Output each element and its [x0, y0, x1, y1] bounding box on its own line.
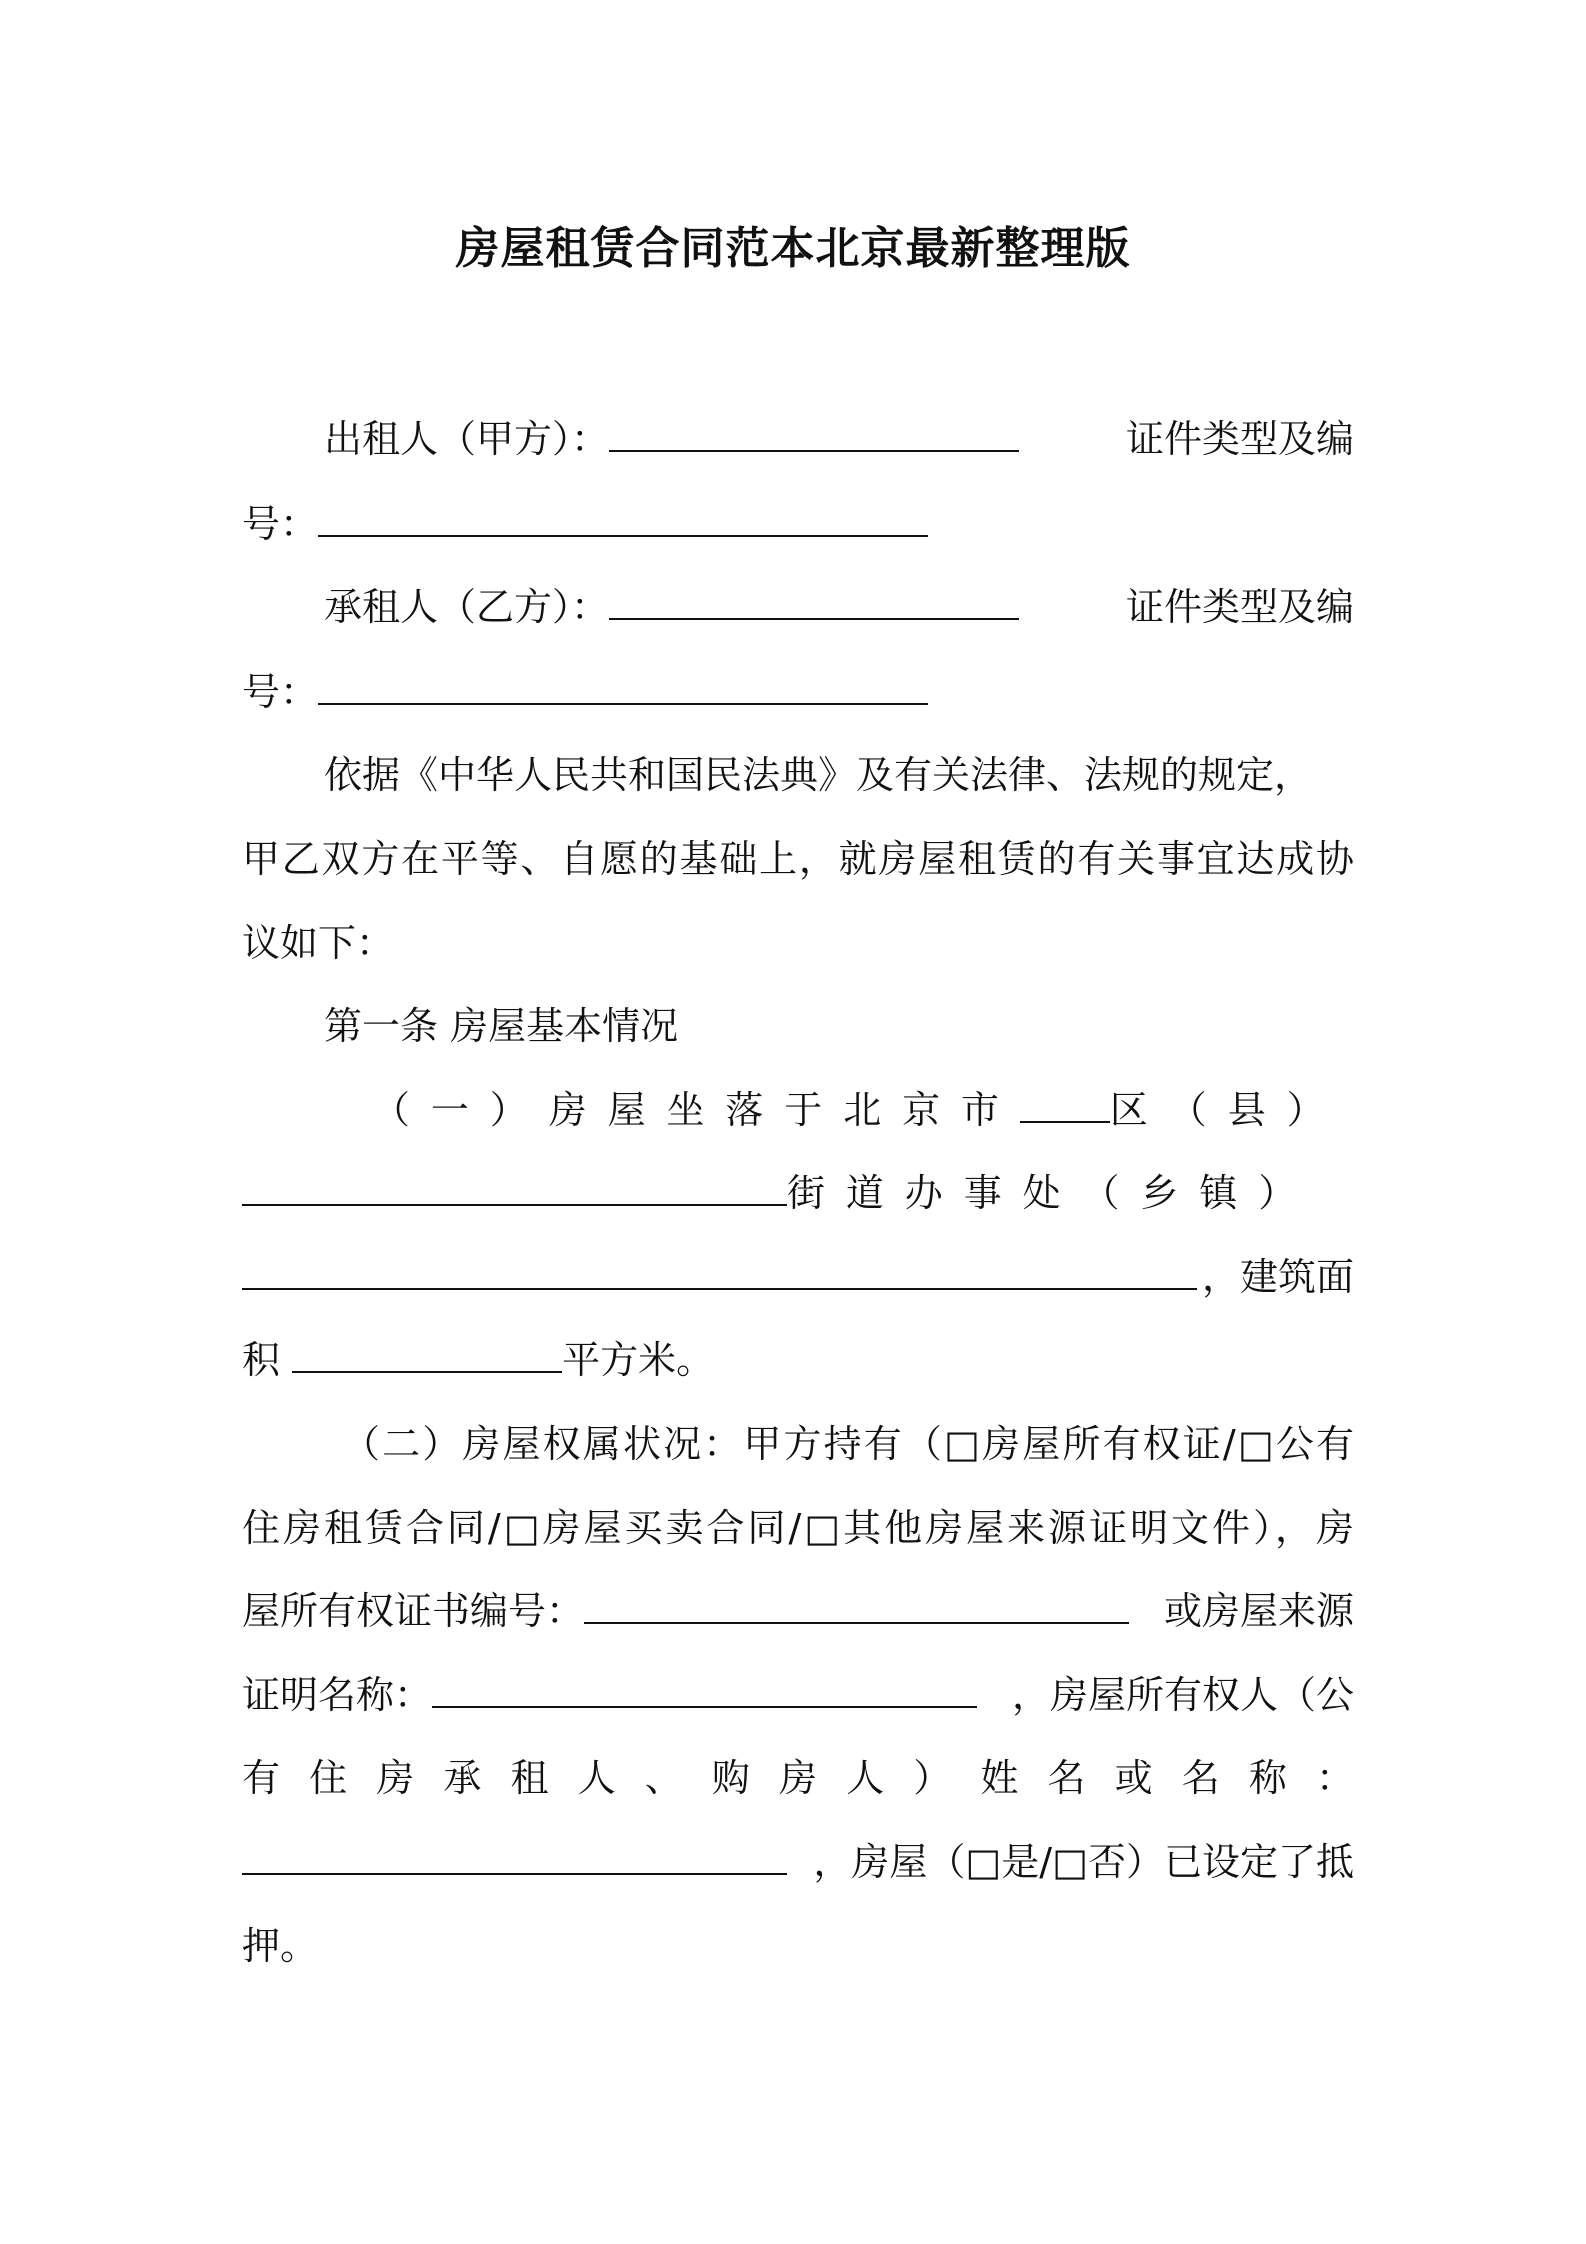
lessor-name-blank[interactable]: [609, 420, 1019, 452]
lessee-id-blank[interactable]: [318, 673, 928, 705]
basis-line-1: 依据《中华人民共和国民法典》及有关法律、法规的规定，: [324, 753, 1313, 797]
source-label: 或房屋来源: [1163, 1589, 1354, 1633]
document-title: 房屋租赁合同范本北京最新整理版: [455, 223, 1131, 274]
item-2-line-5: 有住房承租人、购房人）姓名或名称：: [242, 1756, 1354, 1800]
lessor-id-blank[interactable]: [318, 505, 928, 537]
owner-label: ，房屋所有权人（公: [1011, 1673, 1354, 1717]
lessor-id-label: 证件类型及编: [1125, 417, 1354, 461]
street-blank[interactable]: [242, 1174, 787, 1206]
proof-name-blank[interactable]: [432, 1676, 977, 1708]
lessee-name-blank[interactable]: [609, 588, 1019, 620]
item-1-unit: 平方米。: [562, 1338, 715, 1382]
district-blank[interactable]: [1020, 1091, 1110, 1123]
owner-name-blank[interactable]: [242, 1843, 787, 1875]
basis-line-3: 议如下：: [242, 921, 395, 965]
lessor-line: [324, 409, 1354, 469]
lessor-id-line: [242, 494, 1354, 554]
lessor-label: 出租人（甲方）：: [324, 417, 610, 461]
item-1-location-label: （一）房屋坐落于北京市: [372, 1088, 1020, 1132]
item-2-line-4: [242, 1665, 1354, 1725]
item-1-line-2: [242, 1163, 1354, 1223]
item-1-street-label: 街道办事处（乡镇）: [787, 1171, 1318, 1215]
item-1-district-label: 区（县）: [1109, 1088, 1346, 1132]
item-2-line-3: [242, 1581, 1354, 1641]
item-2-line-1: （二）房屋权属状况：甲方持有（□房屋所有权证/□公有: [342, 1422, 1354, 1466]
lessee-id-line: [242, 662, 1354, 722]
lessee-id-label: 证件类型及编: [1125, 585, 1354, 629]
item-2-line-6: [242, 1832, 1354, 1892]
lessor-id-cont: 号：: [242, 502, 319, 546]
basis-line-2: 甲乙双方在平等、自愿的基础上，就房屋租赁的有关事宜达成协: [242, 837, 1354, 881]
item-2-line-2: 住房租赁合同/□房屋买卖合同/□其他房屋来源证明文件），房: [242, 1506, 1354, 1550]
item-2-line-7: 押。: [242, 1924, 319, 1968]
area-blank[interactable]: [292, 1341, 562, 1373]
item-1-area-cont: 积: [242, 1338, 281, 1382]
mortgage-label: ，房屋（□是/□否）已设定了抵: [813, 1840, 1354, 1884]
certificate-number-label: 屋所有权证书编号：: [242, 1589, 585, 1633]
address-blank[interactable]: [242, 1258, 1197, 1290]
lessee-label: 承租人（乙方）：: [324, 585, 610, 629]
item-1-line-3: [242, 1247, 1354, 1307]
certificate-number-blank[interactable]: [584, 1592, 1129, 1624]
item-1-area-label: ，建筑面: [1201, 1255, 1354, 1299]
article-1-heading: 第一条 房屋基本情况: [324, 1004, 679, 1048]
item-1-line-1: [372, 1080, 1354, 1140]
item-1-line-4: [242, 1330, 1354, 1390]
lessee-id-cont: 号：: [242, 670, 319, 714]
proof-name-label: 证明名称：: [242, 1673, 433, 1717]
lessee-line: [324, 577, 1354, 637]
